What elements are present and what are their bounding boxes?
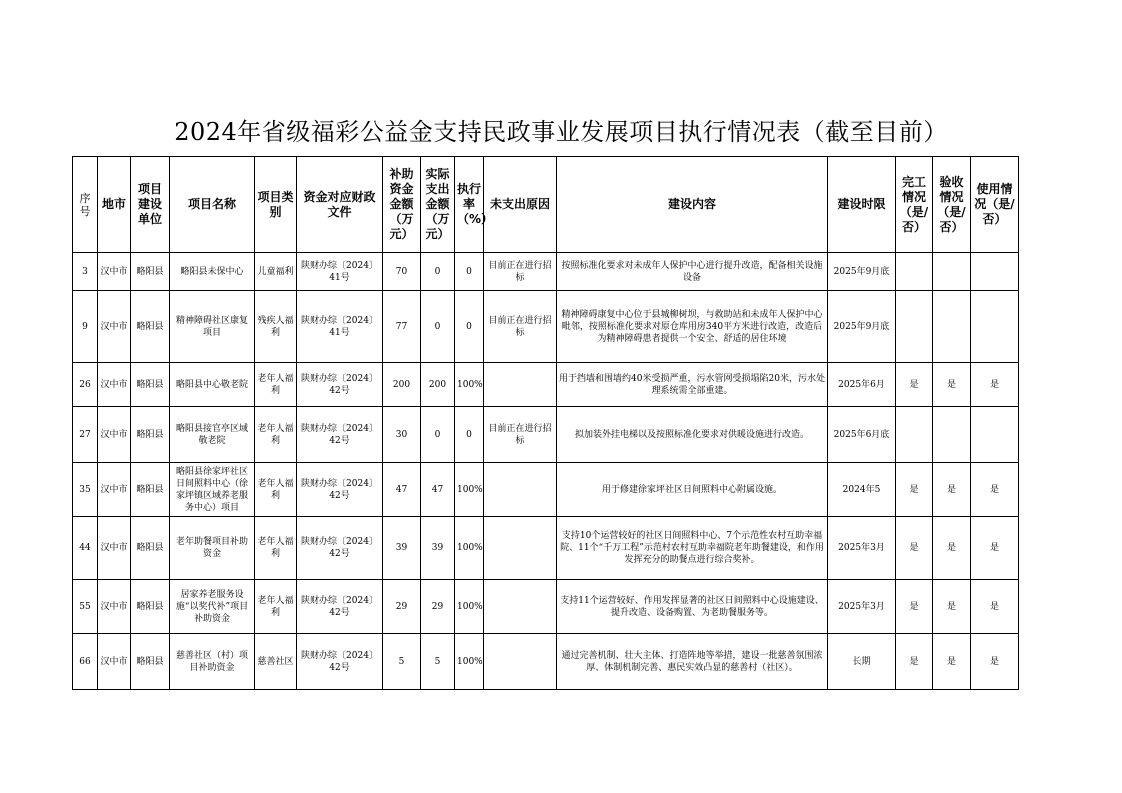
- cell-use: [971, 291, 1019, 363]
- cell-type: 老年人福利: [255, 580, 297, 634]
- cell-content: 支持11个运营较好、作用发挥显著的社区日间照料中心设施建设、提升改造、设备购置、为老助餐服务等。: [557, 580, 828, 634]
- cell-unit: 略阳县: [131, 291, 170, 363]
- cell-actual: 39: [421, 517, 455, 580]
- cell-city: 汉中市: [98, 253, 131, 291]
- cell-doc: 陕财办综〔2024〕41号: [297, 291, 383, 363]
- cell-name: 略阳县徐家坪社区日间照料中心（徐家坪镇区域养老服务中心）项目: [170, 463, 255, 517]
- cell-done: 是: [896, 634, 933, 690]
- cell-content: 拟加装外挂电梯以及按照标准化要求对供暖设施进行改造。: [557, 407, 828, 463]
- cell-period: 2025年3月: [828, 580, 896, 634]
- cell-reason: 目前正在进行招标: [484, 253, 557, 291]
- cell-period: 2025年6月底: [828, 407, 896, 463]
- cell-unit: 略阳县: [131, 407, 170, 463]
- cell-accept: 是: [933, 634, 971, 690]
- cell-content: 精神障碍康复中心位于县城柳树坝，与救助站和未成年人保护中心毗邻，按照标准化要求对原仓库用房340平方米进行改造，改造后为精神障碍患者提供一个安全、舒适的居住环境: [557, 291, 828, 363]
- cell-accept: 是: [933, 463, 971, 517]
- cell-use: [971, 407, 1019, 463]
- cell-period: 2025年9月底: [828, 291, 896, 363]
- cell-city: 汉中市: [98, 291, 131, 363]
- cell-idx: 9: [73, 291, 98, 363]
- cell-subsidy: 70: [383, 253, 421, 291]
- header-type: 项目类别: [255, 157, 297, 253]
- header-name: 项目名称: [170, 157, 255, 253]
- cell-name: 略阳县接官亭区域敬老院: [170, 407, 255, 463]
- cell-rate: 0: [455, 291, 484, 363]
- header-row: [73, 157, 1019, 253]
- cell-name: 居家养老服务设施“以奖代补”项目补助资金: [170, 580, 255, 634]
- header-period: 建设时限: [828, 157, 896, 253]
- cell-accept: 是: [933, 363, 971, 407]
- cell-done: 是: [896, 463, 933, 517]
- cell-reason: [484, 363, 557, 407]
- cell-type: 慈善社区: [255, 634, 297, 690]
- cell-unit: 略阳县: [131, 517, 170, 580]
- table-row: [73, 580, 1019, 634]
- cell-city: 汉中市: [98, 517, 131, 580]
- cell-accept: 是: [933, 580, 971, 634]
- header-idx: 序号: [73, 157, 98, 253]
- cell-rate: 100%: [455, 363, 484, 407]
- cell-use: 是: [971, 463, 1019, 517]
- cell-actual: 0: [421, 407, 455, 463]
- cell-done: [896, 253, 933, 291]
- cell-idx: 35: [73, 463, 98, 517]
- cell-use: 是: [971, 634, 1019, 690]
- header-actual: 实际支出金额（万元）: [421, 157, 455, 253]
- cell-unit: 略阳县: [131, 363, 170, 407]
- cell-period: 2024年5: [828, 463, 896, 517]
- header-doc: 资金对应财政文件: [297, 157, 383, 253]
- cell-doc: 陕财办综〔2024〕41号: [297, 253, 383, 291]
- cell-content: 用于修建徐家坪社区日间照料中心附属设施。: [557, 463, 828, 517]
- cell-period: 长期: [828, 634, 896, 690]
- cell-rate: 0: [455, 407, 484, 463]
- header-reason: 未支出原因: [484, 157, 557, 253]
- header-accept: 验收情况（是/否）: [933, 157, 971, 253]
- cell-unit: 略阳县: [131, 580, 170, 634]
- cell-content: 用于挡墙和围墙约40米受损严重，污水管网受损塌陷20米，污水处理系统需全部重建。: [557, 363, 828, 407]
- page-title: 2024年省级福彩公益金支持民政事业发展项目执行情况表（截至目前）: [174, 118, 948, 146]
- header-rate: 执行率（%）: [455, 157, 484, 253]
- cell-actual: 0: [421, 253, 455, 291]
- cell-type: 老年人福利: [255, 463, 297, 517]
- cell-done: 是: [896, 580, 933, 634]
- cell-actual: 200: [421, 363, 455, 407]
- table-row: [73, 291, 1019, 363]
- cell-rate: 100%: [455, 463, 484, 517]
- cell-reason: [484, 634, 557, 690]
- cell-subsidy: 5: [383, 634, 421, 690]
- cell-city: 汉中市: [98, 363, 131, 407]
- cell-reason: [484, 463, 557, 517]
- cell-subsidy: 47: [383, 463, 421, 517]
- cell-use: 是: [971, 363, 1019, 407]
- cell-subsidy: 200: [383, 363, 421, 407]
- cell-type: 残疾人福利: [255, 291, 297, 363]
- cell-rate: 100%: [455, 634, 484, 690]
- cell-accept: [933, 407, 971, 463]
- table-row: [73, 363, 1019, 407]
- cell-name: 略阳县中心敬老院: [170, 363, 255, 407]
- cell-doc: 陕财办综〔2024〕42号: [297, 463, 383, 517]
- cell-rate: 0: [455, 253, 484, 291]
- cell-idx: 27: [73, 407, 98, 463]
- header-city: 地市: [98, 157, 131, 253]
- cell-done: 是: [896, 517, 933, 580]
- cell-use: 是: [971, 580, 1019, 634]
- cell-doc: 陕财办综〔2024〕42号: [297, 517, 383, 580]
- cell-content: 通过完善机制、壮大主体、打造阵地等举措，建设一批慈善氛围浓厚、体制机制完善、惠民实效凸显的慈善村（社区）。: [557, 634, 828, 690]
- cell-accept: 是: [933, 517, 971, 580]
- cell-name: 精神障碍社区康复项目: [170, 291, 255, 363]
- cell-subsidy: 29: [383, 580, 421, 634]
- execution-table: [72, 156, 1019, 690]
- table-row: [73, 517, 1019, 580]
- cell-type: 老年人福利: [255, 517, 297, 580]
- cell-unit: 略阳县: [131, 253, 170, 291]
- table-row: [73, 407, 1019, 463]
- cell-city: 汉中市: [98, 463, 131, 517]
- cell-subsidy: 39: [383, 517, 421, 580]
- cell-type: 老年人福利: [255, 363, 297, 407]
- cell-actual: 5: [421, 634, 455, 690]
- header-content: 建设内容: [557, 157, 828, 253]
- cell-accept: [933, 253, 971, 291]
- cell-content: 支持10个运营较好的社区日间照料中心、7个示范性农村互助幸福院、11个“千万工程”示范村农村互助幸福院老年助餐建设，和作用发挥充分的助餐点进行综合奖补。: [557, 517, 828, 580]
- cell-idx: 3: [73, 253, 98, 291]
- cell-unit: 略阳县: [131, 634, 170, 690]
- cell-reason: [484, 517, 557, 580]
- cell-period: 2025年9月底: [828, 253, 896, 291]
- header-use: 使用情况（是/否）: [971, 157, 1019, 253]
- cell-period: 2025年3月: [828, 517, 896, 580]
- cell-actual: 0: [421, 291, 455, 363]
- cell-reason: 目前正在进行招标: [484, 407, 557, 463]
- cell-reason: [484, 580, 557, 634]
- cell-use: 是: [971, 517, 1019, 580]
- cell-rate: 100%: [455, 580, 484, 634]
- cell-accept: [933, 291, 971, 363]
- cell-name: 老年助餐项目补助资金: [170, 517, 255, 580]
- cell-rate: 100%: [455, 517, 484, 580]
- cell-idx: 44: [73, 517, 98, 580]
- cell-reason: 目前正在进行招标: [484, 291, 557, 363]
- table-row: [73, 463, 1019, 517]
- cell-city: 汉中市: [98, 634, 131, 690]
- cell-idx: 55: [73, 580, 98, 634]
- cell-doc: 陕财办综〔2024〕42号: [297, 580, 383, 634]
- cell-done: 是: [896, 363, 933, 407]
- cell-name: 慈善社区（村）项目补助资金: [170, 634, 255, 690]
- header-subsidy: 补助资金金额（万元）: [383, 157, 421, 253]
- cell-subsidy: 77: [383, 291, 421, 363]
- cell-done: [896, 407, 933, 463]
- cell-idx: 66: [73, 634, 98, 690]
- header-unit: 项目建设单位: [131, 157, 170, 253]
- cell-unit: 略阳县: [131, 463, 170, 517]
- cell-type: 儿童福利: [255, 253, 297, 291]
- cell-city: 汉中市: [98, 407, 131, 463]
- cell-content: 按照标准化要求对未成年人保护中心进行提升改造，配备相关设施设备: [557, 253, 828, 291]
- cell-doc: 陕财办综〔2024〕42号: [297, 634, 383, 690]
- cell-use: [971, 253, 1019, 291]
- cell-actual: 29: [421, 580, 455, 634]
- cell-city: 汉中市: [98, 580, 131, 634]
- cell-doc: 陕财办综〔2024〕42号: [297, 407, 383, 463]
- cell-actual: 47: [421, 463, 455, 517]
- cell-name: 略阳县未保中心: [170, 253, 255, 291]
- cell-idx: 26: [73, 363, 98, 407]
- cell-period: 2025年6月: [828, 363, 896, 407]
- header-done: 完工情况（是/否）: [896, 157, 933, 253]
- cell-doc: 陕财办综〔2024〕42号: [297, 363, 383, 407]
- cell-type: 老年人福利: [255, 407, 297, 463]
- cell-subsidy: 30: [383, 407, 421, 463]
- table-row: [73, 634, 1019, 690]
- cell-done: [896, 291, 933, 363]
- table-row: [73, 253, 1019, 291]
